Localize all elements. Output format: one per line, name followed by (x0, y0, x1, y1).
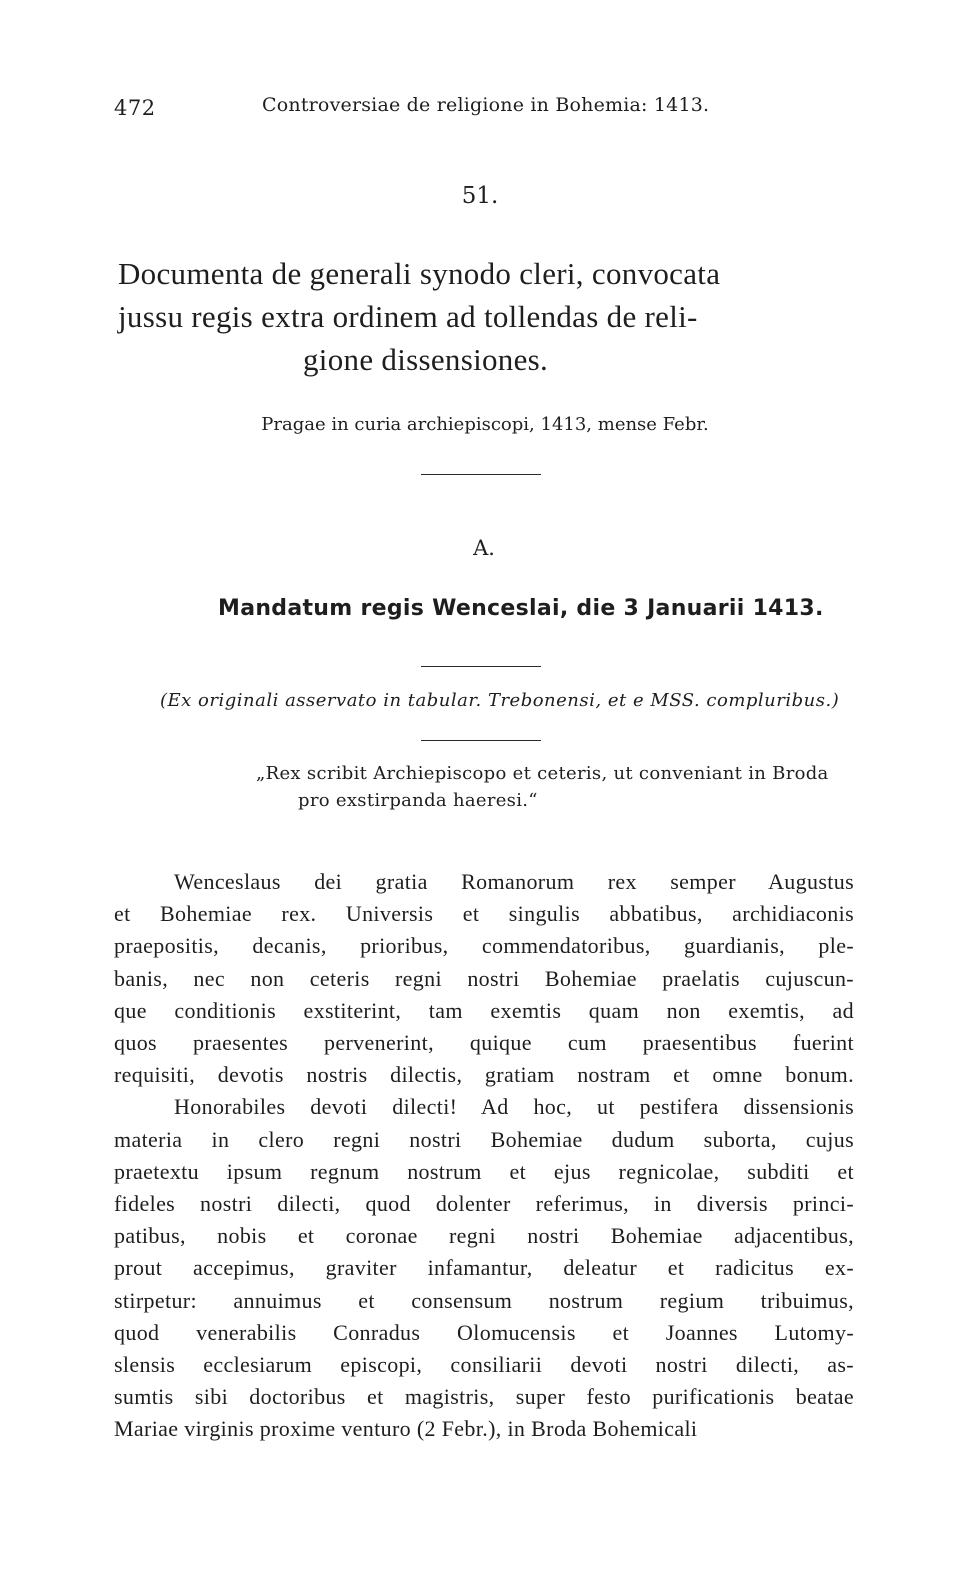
document-title (118, 252, 858, 381)
place-date: Pragae in curia archiepiscopi, 1413, mense Febr. (261, 414, 709, 435)
section-letter: A. (473, 536, 495, 560)
body-line: sumtis sibi doctoribus et magistris, super festo purificationis beatae (114, 1384, 854, 1410)
body-line: slensis ecclesiarum episcopi, consiliarii devoti nostri dilecti, as- (114, 1352, 854, 1378)
summary-line: „Rex scribit Archiepiscopo et ceteris, ut conveniant in Broda (256, 763, 829, 784)
page-number: 472 (114, 96, 156, 120)
document-number: 51. (461, 183, 499, 209)
divider-rule (421, 474, 541, 475)
body-line: banis, nec non ceteris regni nostri Bohemiae praelatis cujuscun- (114, 965, 854, 991)
divider-rule (421, 740, 541, 741)
running-head: Controversiae de religione in Bohemia: 1413. (262, 94, 710, 116)
summary (256, 760, 856, 814)
body-line: praetextu ipsum regnum nostrum et ejus regnicolae, subditi et (114, 1158, 854, 1184)
title-line: Documenta de generali synodo cleri, convocata (118, 256, 721, 291)
body-line: et Bohemiae rex. Universis et singulis abbatibus, archidiaconis (114, 901, 854, 927)
body-line: praepositis, decanis, prioribus, commendatoribus, guardianis, ple- (114, 933, 854, 959)
source-note: (Ex originali asservato in tabular. Trebonensi, et e MSS. compluribus.) (160, 690, 840, 711)
body-line: que conditionis exstiterint, tam exemtis quam non exemtis, ad (114, 997, 854, 1023)
body-line: patibus, nobis et coronae regni nostri Bohemiae adjacentibus, (114, 1223, 854, 1249)
body-text (114, 866, 854, 1446)
body-line: quod venerabilis Conradus Olomucensis et Joannes Lutomy- (114, 1319, 854, 1345)
body-line: requisiti, devotis nostris dilectis, gratiam nostram et omne bonum. (114, 1062, 854, 1088)
section-heading: Mandatum regis Wenceslai, die 3 Januarii 1413. (218, 596, 824, 621)
body-line: stirpetur: annuimus et consensum nostrum regium tribuimus, (114, 1287, 854, 1313)
title-line: gione dissensiones. (303, 342, 549, 377)
body-line: Honorabiles devoti dilecti! Ad hoc, ut pestifera dissensionis (174, 1094, 854, 1120)
body-line: prout accepimus, graviter infamantur, deleatur et radicitus ex- (114, 1255, 854, 1281)
body-line: Wenceslaus dei gratia Romanorum rex semper Augustus (174, 869, 854, 894)
body-line: materia in clero regni nostri Bohemiae dudum suborta, cujus (114, 1126, 854, 1152)
divider-rule (421, 666, 541, 667)
body-line: quos praesentes pervenerint, quique cum praesentibus fuerint (114, 1030, 854, 1056)
title-line: jussu regis extra ordinem ad tollendas de reli- (118, 299, 698, 334)
body-line: fideles nostri dilecti, quod dolenter referimus, in diversis princi- (114, 1191, 854, 1217)
body-line: Mariae virginis proxime venturo (2 Febr.), in Broda Bohemicali (114, 1416, 698, 1442)
summary-line: pro exstirpanda haeresi.“ (298, 790, 538, 811)
